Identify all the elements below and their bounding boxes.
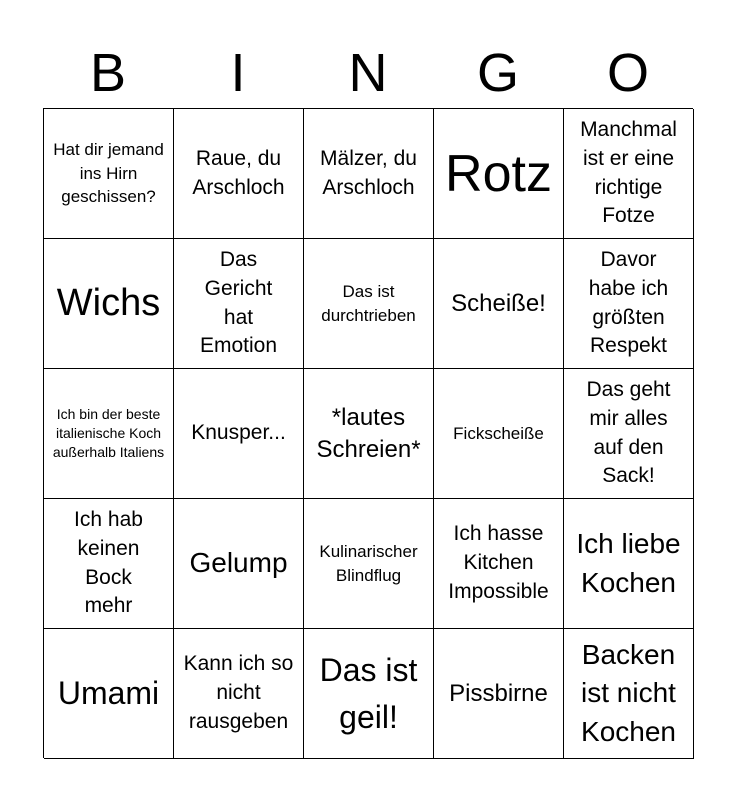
cell-text: Knusper... [191,421,286,445]
cell-text: Backen ist nicht Kochen [581,638,676,747]
bingo-header [43,38,693,108]
bingo-cell[interactable] [304,629,434,759]
cell-text: Das ist durchtrieben [321,281,416,325]
cell-text: Ich hab keinen Bock mehr [74,507,143,618]
cell-text: Ich liebe Kochen [576,528,681,598]
bingo-cell[interactable] [304,369,434,499]
cell-text: Raue, du Arschloch [192,146,285,199]
bingo-cell[interactable] [434,629,564,759]
cell-text: Gelump [189,547,288,579]
bingo-cell[interactable] [434,239,564,369]
header-letter-n: N [348,43,388,103]
bingo-cell[interactable] [564,109,694,239]
bingo-cell[interactable] [44,369,174,499]
bingo-cell[interactable] [174,629,304,759]
cell-text: Das ist geil! [319,652,418,735]
bingo-cell[interactable] [44,109,174,239]
bingo-cell[interactable] [44,239,174,369]
bingo-cell[interactable] [564,239,694,369]
cell-text: Das Gericht hat Emotion [199,247,278,358]
cell-text: Mälzer, du Arschloch [320,146,417,199]
bingo-cell[interactable] [174,499,304,629]
cell-text: Ich bin der beste italienische Koch außerhalb Italiens [52,405,165,461]
header-letter-b: B [89,43,127,103]
cell-text: Rotz [445,144,552,203]
bingo-cell[interactable] [564,369,694,499]
bingo-cell[interactable] [174,239,304,369]
cell-text: Umami [57,675,160,712]
cell-text: Kann ich so nicht rausgeben [183,652,294,733]
cell-text: Fickscheiße [453,423,544,443]
bingo-board [43,108,693,758]
bingo-cell[interactable] [434,369,564,499]
bingo-cell[interactable] [174,369,304,499]
bingo-cell[interactable] [434,109,564,239]
cell-text: Davor habe ich größten Respekt [588,247,669,358]
cell-text: Das geht mir alles auf den Sack! [586,377,671,488]
bingo-cell[interactable] [304,499,434,629]
header-letter-o: O [606,43,649,103]
cell-text: Scheiße! [451,289,546,317]
header-letter-g: G [476,43,519,103]
bingo-cell[interactable] [304,109,434,239]
cell-text: Pissbirne [449,679,548,707]
cell-text: Manchmal ist er eine richtige Fotze [580,117,677,228]
cell-text: Kulinarischer Blindflug [319,541,418,585]
bingo-cell[interactable] [564,629,694,759]
bingo-cell[interactable] [304,239,434,369]
cell-text: Ich hasse Kitchen Impossible [448,522,549,603]
bingo-cell[interactable] [174,109,304,239]
bingo-cell[interactable] [434,499,564,629]
cell-text: *lautes Schreien* [316,403,421,463]
header-letter-i: I [230,43,246,103]
cell-text: Wichs [56,281,161,324]
bingo-cell[interactable] [564,499,694,629]
bingo-cell[interactable] [44,499,174,629]
bingo-cell[interactable] [44,629,174,759]
cell-text: Hat dir jemand ins Hirn geschissen? [53,139,164,207]
